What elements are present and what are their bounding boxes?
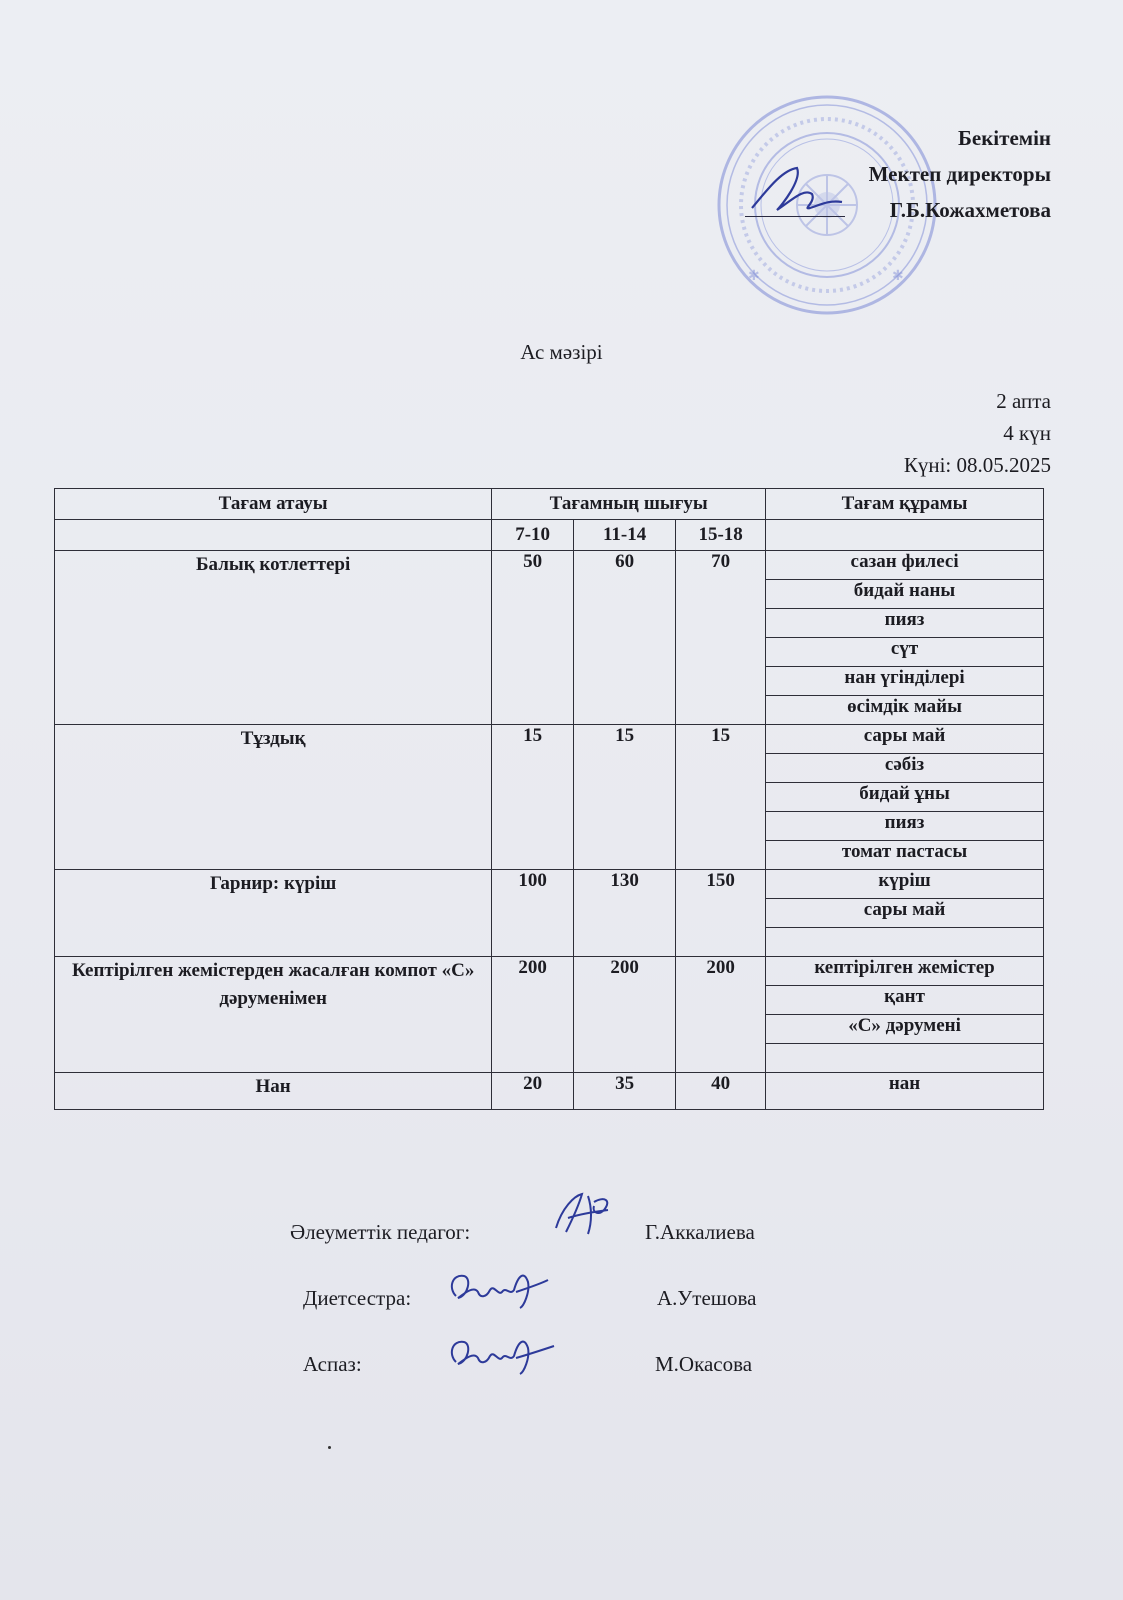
yield-cell: 15 [492,725,574,870]
header-empty [766,520,1044,551]
ingredient-cell: сәбіз [766,754,1044,783]
yield-cell: 130 [574,870,676,957]
dish-name-cell: Тұздық [55,725,492,870]
age-group: 7-10 [492,520,574,551]
ingredient-cell: күріш [766,870,1044,899]
day-label: 4 күн [1003,421,1051,445]
signature-role: Әлеуметтік педагог: [290,1220,471,1244]
week-label: 2 апта [996,389,1051,413]
yield-cell: 60 [574,551,676,725]
signature-role: Диетсестра: [303,1286,412,1310]
yield-cell: 100 [492,870,574,957]
menu-meta [904,385,1051,481]
ingredient-cell: пияз [766,609,1044,638]
dish-name-cell: Нан [55,1073,492,1110]
ingredient-cell: қант [766,986,1044,1015]
yield-cell: 15 [574,725,676,870]
table-header-row [55,489,1044,520]
yield-cell: 50 [492,551,574,725]
page-title: Ас мәзірі [520,340,603,364]
table-row [55,957,1044,986]
ingredient-cell: кептірілген жемістер [766,957,1044,986]
signature-name: Г.Аккалиева [645,1220,755,1244]
dish-name-cell: Кептірілген жемістерден жасалған компот «С» дәруменімен [55,957,492,1073]
signature-name: М.Окасова [655,1352,753,1376]
ingredient-cell: сары май [766,725,1044,754]
yield-cell: 200 [676,957,766,1073]
signature-role: Аспаз: [303,1352,362,1376]
ingredient-cell: бидай ұны [766,783,1044,812]
date-label: Күні: 08.05.2025 [903,453,1051,477]
ingredient-cell: томат пастасы [766,841,1044,870]
dietitian-signature [444,1262,554,1312]
director-signature [742,160,852,220]
header-empty [55,520,492,551]
director-signature-line [745,216,845,217]
yield-cell: 150 [676,870,766,957]
ingredient-cell: «С» дәрумені [766,1015,1044,1044]
social-pedagogue-signature [548,1188,618,1240]
header-dish-name: Тағам атауы [55,489,492,520]
table-row [55,551,1044,580]
yield-cell: 70 [676,551,766,725]
ingredient-cell: өсімдік майы [766,696,1044,725]
age-group: 15-18 [676,520,766,551]
ingredient-cell: сазан филесі [766,551,1044,580]
approval-director-name: Г.Б.Кожахметова [889,198,1051,222]
header-composition: Тағам құрамы [766,489,1044,520]
ingredient-cell [766,1044,1044,1073]
dish-name-cell: Балық котлеттері [55,551,492,725]
ingredient-cell: пияз [766,812,1044,841]
yield-cell: 200 [492,957,574,1073]
dish-name-cell: Гарнир: күріш [55,870,492,957]
yield-cell: 15 [676,725,766,870]
yield-cell: 20 [492,1073,574,1110]
svg-text:✱: ✱ [892,269,904,284]
age-group: 11-14 [574,520,676,551]
table-row [55,725,1044,754]
approval-position: Мектеп директоры [868,162,1051,186]
signature-name: А.Утешова [657,1286,757,1310]
table-age-row [55,520,1044,551]
ingredient-cell: нан үгінділері [766,667,1044,696]
table-row [55,1073,1044,1110]
ingredient-cell: сары май [766,899,1044,928]
ingredient-cell: бидай наны [766,580,1044,609]
ink-dot [328,1446,331,1449]
ingredient-cell [766,928,1044,957]
ingredient-cell: сүт [766,638,1044,667]
yield-cell: 35 [574,1073,676,1110]
yield-cell: 40 [676,1073,766,1110]
header-yield: Тағамның шығуы [492,489,766,520]
approval-block [869,120,1051,228]
approval-heading: Бекітемін [957,126,1051,150]
cook-signature [444,1326,559,1378]
table-row [55,870,1044,899]
ingredient-cell: нан [766,1073,1044,1110]
yield-cell: 200 [574,957,676,1073]
svg-text:✱: ✱ [748,269,760,284]
menu-table [54,488,1044,1110]
